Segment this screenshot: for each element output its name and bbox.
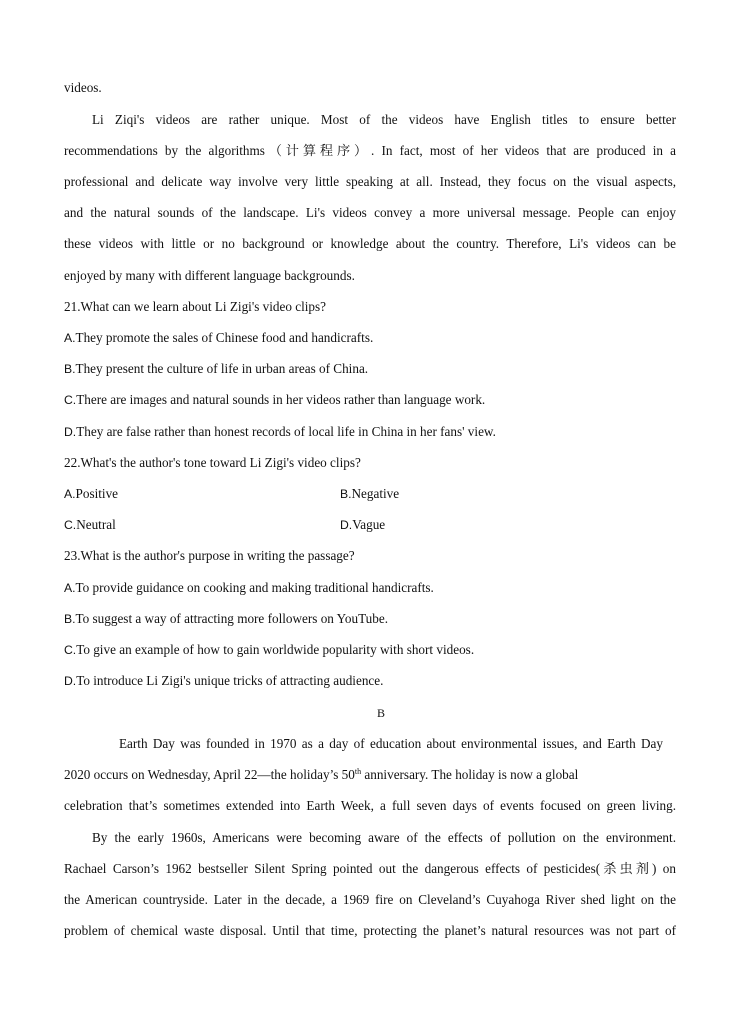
option-letter: B. xyxy=(64,612,76,626)
question-22-option-b xyxy=(340,485,399,503)
question-22-option-c xyxy=(64,517,116,532)
passage-a-line-3: professional and delicate way involve very little speaking at all. Instead, they focus on the visual aspects, xyxy=(64,174,676,189)
option-text: Neutral xyxy=(76,517,116,532)
ordinal-suffix: th xyxy=(354,767,362,776)
passage-b-p2-line-2: Rachael Carson’s 1962 bestseller Silent Spring pointed out the dangerous effects of pesticides(杀虫剂) on xyxy=(64,861,676,876)
option-text: To provide guidance on cooking and making traditional handicrafts. xyxy=(75,580,434,595)
option-letter: D. xyxy=(64,674,77,688)
option-text: To give an example of how to gain worldwide popularity with short videos. xyxy=(76,642,475,657)
option-text: They promote the sales of Chinese food and handicrafts. xyxy=(75,330,374,345)
option-text: Negative xyxy=(351,486,400,501)
question-21-option-c xyxy=(64,391,676,409)
option-letter: B. xyxy=(64,362,76,376)
question-23-option-a xyxy=(64,579,676,597)
question-23-stem: 23.What is the author's purpose in writing the passage? xyxy=(64,548,355,563)
passage-a-line-0: videos. xyxy=(64,80,102,95)
option-text: To suggest a way of attracting more followers on YouTube. xyxy=(75,611,389,626)
passage-b-heading: B xyxy=(376,706,385,720)
option-letter: C. xyxy=(64,393,77,407)
passage-b-p1-line-3: celebration that’s sometimes extended into Earth Week, a full seven days of events focused on green living. xyxy=(64,798,676,813)
option-letter: D. xyxy=(340,518,353,532)
option-text: To introduce Li Zigi's unique tricks of attracting audience. xyxy=(76,673,384,688)
passage-b-p2-line-3: the American countryside. Later in the decade, a 1969 fire on Cleveland’s Cuyahoga River shed light on the xyxy=(64,892,676,907)
passage-a-line-4: and the natural sounds of the landscape. Li's videos convey a more universal message. People can enjoy xyxy=(64,205,676,220)
passage-a-line-5: these videos with little or no background or knowledge about the country. Therefore, Li's videos can be xyxy=(64,236,676,251)
option-letter: A. xyxy=(64,487,76,501)
passage-a-line-6: enjoyed by many with different language backgrounds. xyxy=(64,268,355,283)
option-letter: D. xyxy=(64,425,77,439)
option-letter: A. xyxy=(64,581,76,595)
passage-b-p2-line-1: By the early 1960s, Americans were becoming aware of the effects of pollution on the environment. xyxy=(92,830,676,845)
question-22-stem: 22.What's the author's tone toward Li Zigi's video clips? xyxy=(64,455,361,470)
option-text: They present the culture of life in urban areas of China. xyxy=(75,361,369,376)
question-23-option-b xyxy=(64,610,676,628)
passage-b-p2-line-4: problem of chemical waste disposal. Until that time, protecting the planet’s natural resources was not part of xyxy=(64,923,676,938)
option-text: There are images and natural sounds in her videos rather than language work. xyxy=(76,392,486,407)
option-letter: B. xyxy=(340,487,352,501)
passage-a-line-2: recommendations by the algorithms（计算程序）. In fact, most of her videos that are produced in a xyxy=(64,143,676,158)
passage-a-line-1: Li Ziqi's videos are rather unique. Most of the videos have English titles to ensure better xyxy=(92,112,676,127)
question-21-option-b xyxy=(64,360,676,378)
option-text: Vague xyxy=(352,517,386,532)
passage-b-p1-line-1: Earth Day was founded in 1970 as a day of education about environmental issues, and Earth Day xyxy=(119,736,663,751)
question-22-row-2 xyxy=(64,516,676,534)
passage-b-p1-line-2 xyxy=(64,766,676,784)
question-21-stem: 21.What can we learn about Li Zigi's video clips? xyxy=(64,299,327,314)
question-23-option-d xyxy=(64,672,676,690)
option-letter: C. xyxy=(64,643,77,657)
question-23-option-c xyxy=(64,641,676,659)
option-text: They are false rather than honest records of local life in China in her fans' view. xyxy=(76,424,496,439)
question-22-option-d xyxy=(340,516,385,534)
question-21-option-a xyxy=(64,329,676,347)
question-22-option-a xyxy=(64,486,118,501)
question-21-option-d xyxy=(64,423,676,441)
option-letter: A. xyxy=(64,331,76,345)
line-text-pre: 2020 occurs on Wednesday, April 22—the holiday’s 50 xyxy=(64,767,355,782)
question-22-row-1 xyxy=(64,485,676,503)
option-text: Positive xyxy=(75,486,119,501)
option-letter: C. xyxy=(64,518,77,532)
line-text-post: anniversary. The holiday is now a global xyxy=(361,767,579,782)
